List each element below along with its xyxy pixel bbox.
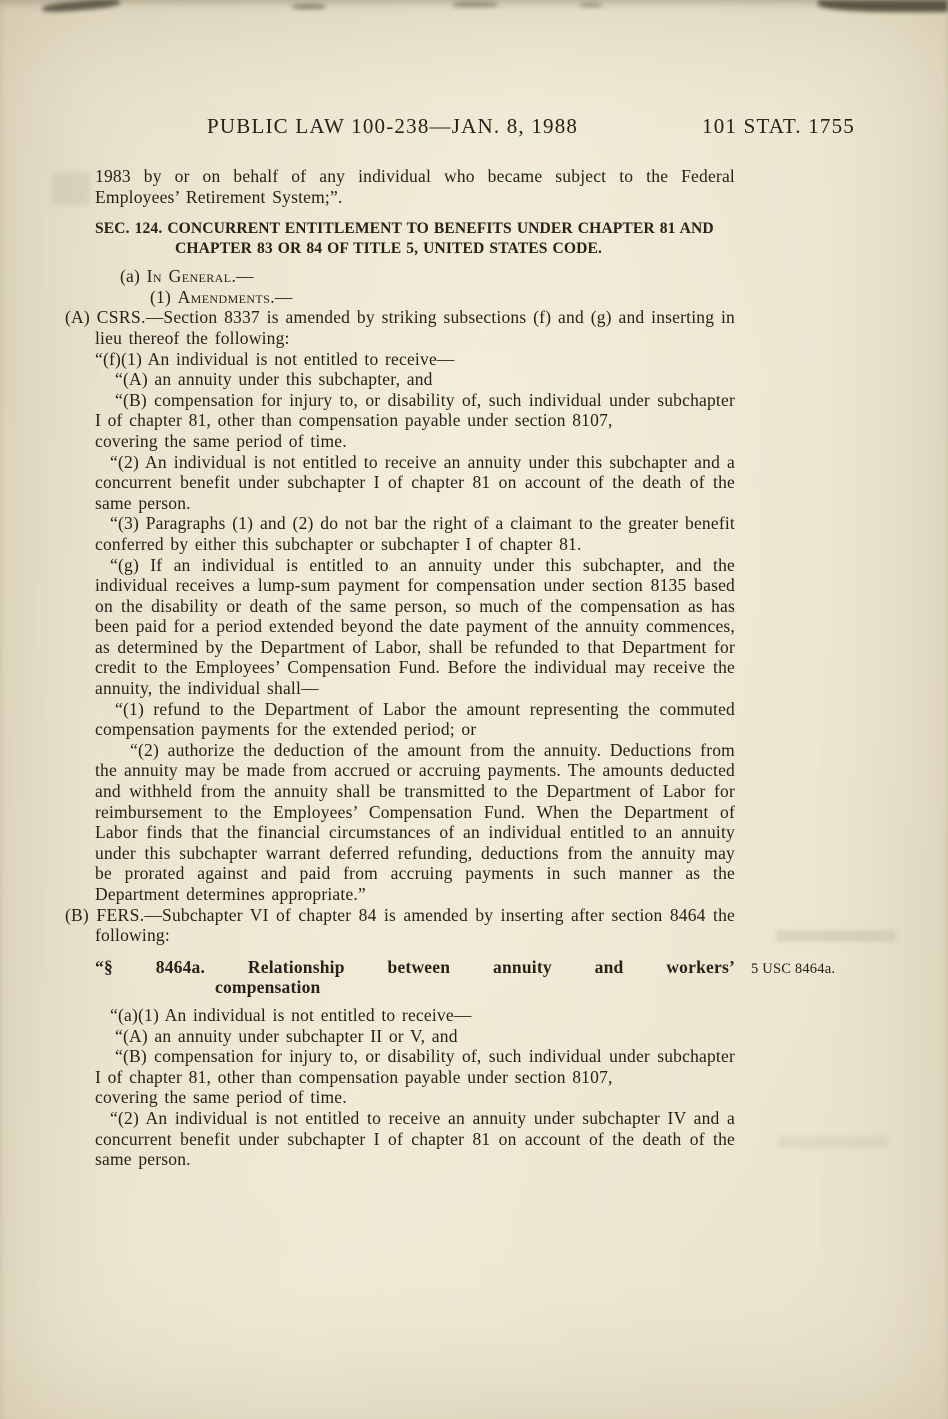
running-head-law-title: PUBLIC LAW 100-238—JAN. 8, 1988 [207, 114, 579, 138]
scan-artifact [42, 0, 120, 13]
running-head-stat-page: 101 STAT. 1755 [702, 114, 855, 138]
quoted-f1-tail: covering the same period of time. [95, 430, 347, 451]
para-1-label: Amendments [177, 286, 271, 307]
subpara-B-fers [65, 904, 735, 946]
quoted-f1: “(f)(1) An individual is not entitled to receive— [95, 348, 455, 369]
subpara-B-number: (B) [65, 904, 97, 925]
scan-artifact [292, 4, 326, 9]
quoted-f1-A: “(A) an annuity under this subchapter, and [115, 369, 433, 390]
subsec-a-number: (a) [120, 266, 147, 287]
subsec-a-in-general [95, 266, 735, 287]
quoted-section-8464a-heading [95, 956, 836, 998]
bleed-through [776, 930, 896, 942]
quoted-g: “(g) If an individual is entitled to an annuity under this subchapter, and the individual receives a lump-sum payment for compensation under section 8135 based on the disability or death of the same person, so much of the compensation as has been paid for a period extended beyond the date payment of the annuity commences, as determined by the Department of Labor, shall be refunded to that Department for credit to the Employees’ Compensation Fund. Before the individual may receive the annuity, the individual shall— [95, 554, 735, 699]
bleed-through [778, 1136, 888, 1148]
quoted-f2: “(2) An individual is not entitled to receive an annuity under this subchapter and a concurrent benefit under subchapter I of chapter 81 on account of the death of the same person. [95, 451, 735, 513]
quoted-f1-B: “(B) compensation for injury to, or disability of, such individual under subchapter I of chapter 81, other than compensation payable under section 8107, [95, 389, 735, 431]
document-body [65, 166, 836, 1170]
subpara-A-number: (A) [65, 307, 97, 328]
subpara-B-text: .—Subchapter VI of chapter 84 is amended by inserting after section 8464 the following: [95, 904, 735, 946]
continued-quoted-text: 1983 by or on behalf of any individual who became subject to the Federal Employees’ Retirement System;”. [95, 166, 735, 207]
quoted-a2: “(2) An individual is not entitled to receive an annuity under subchapter IV and a concurrent benefit under subchapter I of chapter 81 on account of the death of the same person. [95, 1107, 735, 1170]
running-head [95, 114, 855, 140]
subpara-A-csrs [65, 307, 736, 348]
subpara-A-text: .—Section 8337 is amended by striking subsections (f) and (g) and inserting in lieu thereof the following: [95, 307, 736, 348]
scan-artifact [580, 3, 602, 7]
section-8464a-heading-line2: compensation [215, 977, 321, 998]
quoted-f3: “(3) Paragraphs (1) and (2) do not bar the right of a claimant to the greater benefit conferred by either this subchapter or subchapter I of chapter 81. [95, 513, 735, 554]
quoted-a1: “(a)(1) An individual is not entitled to receive— [110, 1004, 472, 1025]
para-1-amendments [95, 287, 735, 308]
sec-124-heading: SEC. 124. CONCURRENT ENTITLEMENT TO BENEFITS UNDER CHAPTER 81 AND CHAPTER 83 OR 84 OF TITLE 5, UNITED STATES CODE. [95, 220, 714, 257]
quoted-g-1: “(1) refund to the Department of Labor the amount representing the commuted compensation payments for the extended period; or [95, 698, 735, 740]
para-1-number: (1) [150, 286, 178, 307]
bleed-through [52, 172, 90, 206]
subpara-A-label: CSRS [96, 307, 142, 328]
quoted-a1-B: “(B) compensation for injury to, or disability of, such individual under subchapter I of chapter 81, other than compensation payable under section 8107, [95, 1046, 735, 1087]
scan-artifact [452, 2, 498, 7]
scan-artifact [818, 0, 948, 12]
subsec-a-label: In General [146, 266, 232, 287]
margin-note-usc-citation: 5 USC 8464a. [751, 960, 836, 977]
quoted-a1-tail: covering the same period of time. [95, 1087, 347, 1108]
subsec-a-dash: .— [231, 266, 254, 287]
quoted-a1-A: “(A) an annuity under subchapter II or V, and [115, 1025, 458, 1046]
section-8464a-heading-line1: “§ 8464a. Relationship between annuity and workers’ [95, 956, 735, 977]
quoted-g-2: “(2) authorize the deduction of the amount from the annuity. Deductions from the annuity may be made from accrued or accruing payments. The amounts deducted and withheld from the annuity shall be transmitted to the Department of Labor for reimbursement to the Employees’ Compensation Fund. When the Department of Labor finds that the financial circumstances of an individual entitled to an annuity under this subchapter warrant deferred refunding, deductions from the annuity may be prorated against and paid from accruing payments in such manner as the Department determines appropriate.” [95, 739, 735, 904]
para-1-dash: .— [270, 286, 293, 307]
subpara-B-label: FERS [96, 904, 140, 925]
